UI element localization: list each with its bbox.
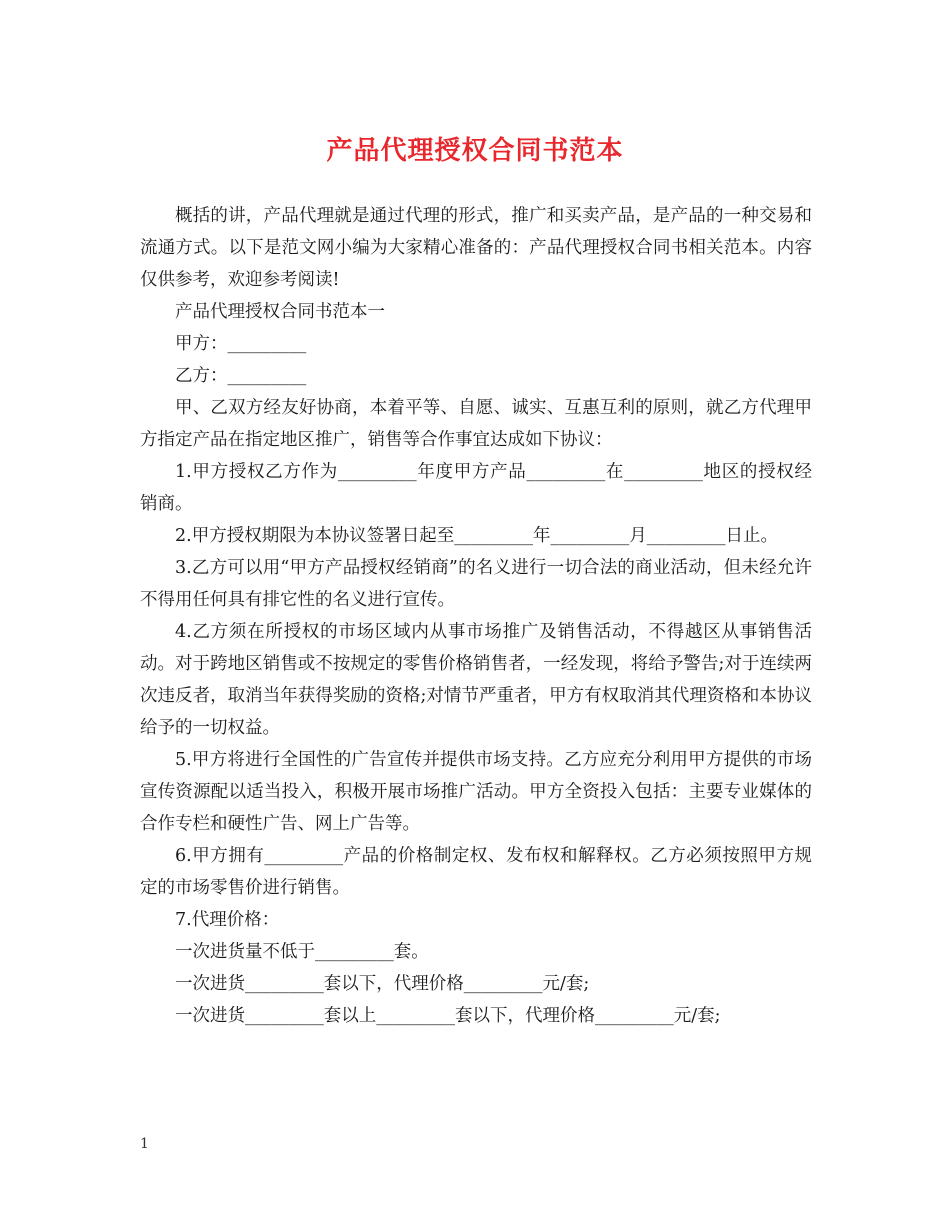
document-body [140,200,812,1032]
paragraph-party-a: 甲方：_________ [175,334,307,354]
paragraph-price-tier-1: 一次进货_________套以下，代理价格_________元/套; [175,974,590,994]
paragraph-party-b: 乙方：_________ [175,366,307,386]
paragraph-clause-3: 3.乙方可以用“甲方产品授权经销商”的名义进行一切合法的商业活动，但未经允许不得用任何具有排它性的名义进行宣传。 [140,558,812,610]
paragraph-clause-7: 7.代理价格： [175,910,280,930]
paragraph-intro: 概括的讲，产品代理就是通过代理的形式，推广和买卖产品，是产品的一种交易和流通方式。以下是范文网小编为大家精心准备的：产品代理授权合同书相关范本。内容仅供参考，欢迎参考阅读! [140,206,812,290]
paragraph-price-min: 一次进货量不低于_________套。 [175,942,429,962]
paragraph-price-tier-2: 一次进货_________套以上_________套以下，代理价格_________元/套; [175,1006,721,1026]
paragraph-clause-6: 6.甲方拥有_________产品的价格制定权、发布权和解释权。乙方必须按照甲方规定的市场零售价进行销售。 [140,846,812,898]
document-title: 产品代理授权合同书范本 [326,136,624,166]
paragraph-subtitle: 产品代理授权合同书范本一 [175,302,385,322]
page-number: 1 [140,1136,149,1152]
paragraph-clause-2: 2.甲方授权期限为本协议签署日起至_________年_________月_________日止。 [175,526,778,546]
paragraph-clause-1: 1.甲方授权乙方作为_________年度甲方产品_________在_________地区的授权经销商。 [140,462,812,514]
paragraph-clause-5: 5.甲方将进行全国性的广告宣传并提供市场支持。乙方应充分利用甲方提供的市场宣传资源配以适当投入，积极开展市场推广活动。甲方全资投入包括：主要专业媒体的合作专栏和硬性广告、网上广告等。 [140,750,812,834]
paragraph-preamble: 甲、乙双方经友好协商，本着平等、自愿、诚实、互惠互利的原则，就乙方代理甲方指定产品在指定地区推广，销售等合作事宜达成如下协议： [140,398,812,450]
paragraph-clause-4: 4.乙方须在所授权的市场区域内从事市场推广及销售活动，不得越区从事销售活动。对于跨地区销售或不按规定的零售价格销售者，一经发现，将给予警告;对于连续两次违反者，取消当年获得奖励的资格;对情节严重者，甲方有权取消其代理资格和本协议给予的一切权益。 [140,622,812,738]
